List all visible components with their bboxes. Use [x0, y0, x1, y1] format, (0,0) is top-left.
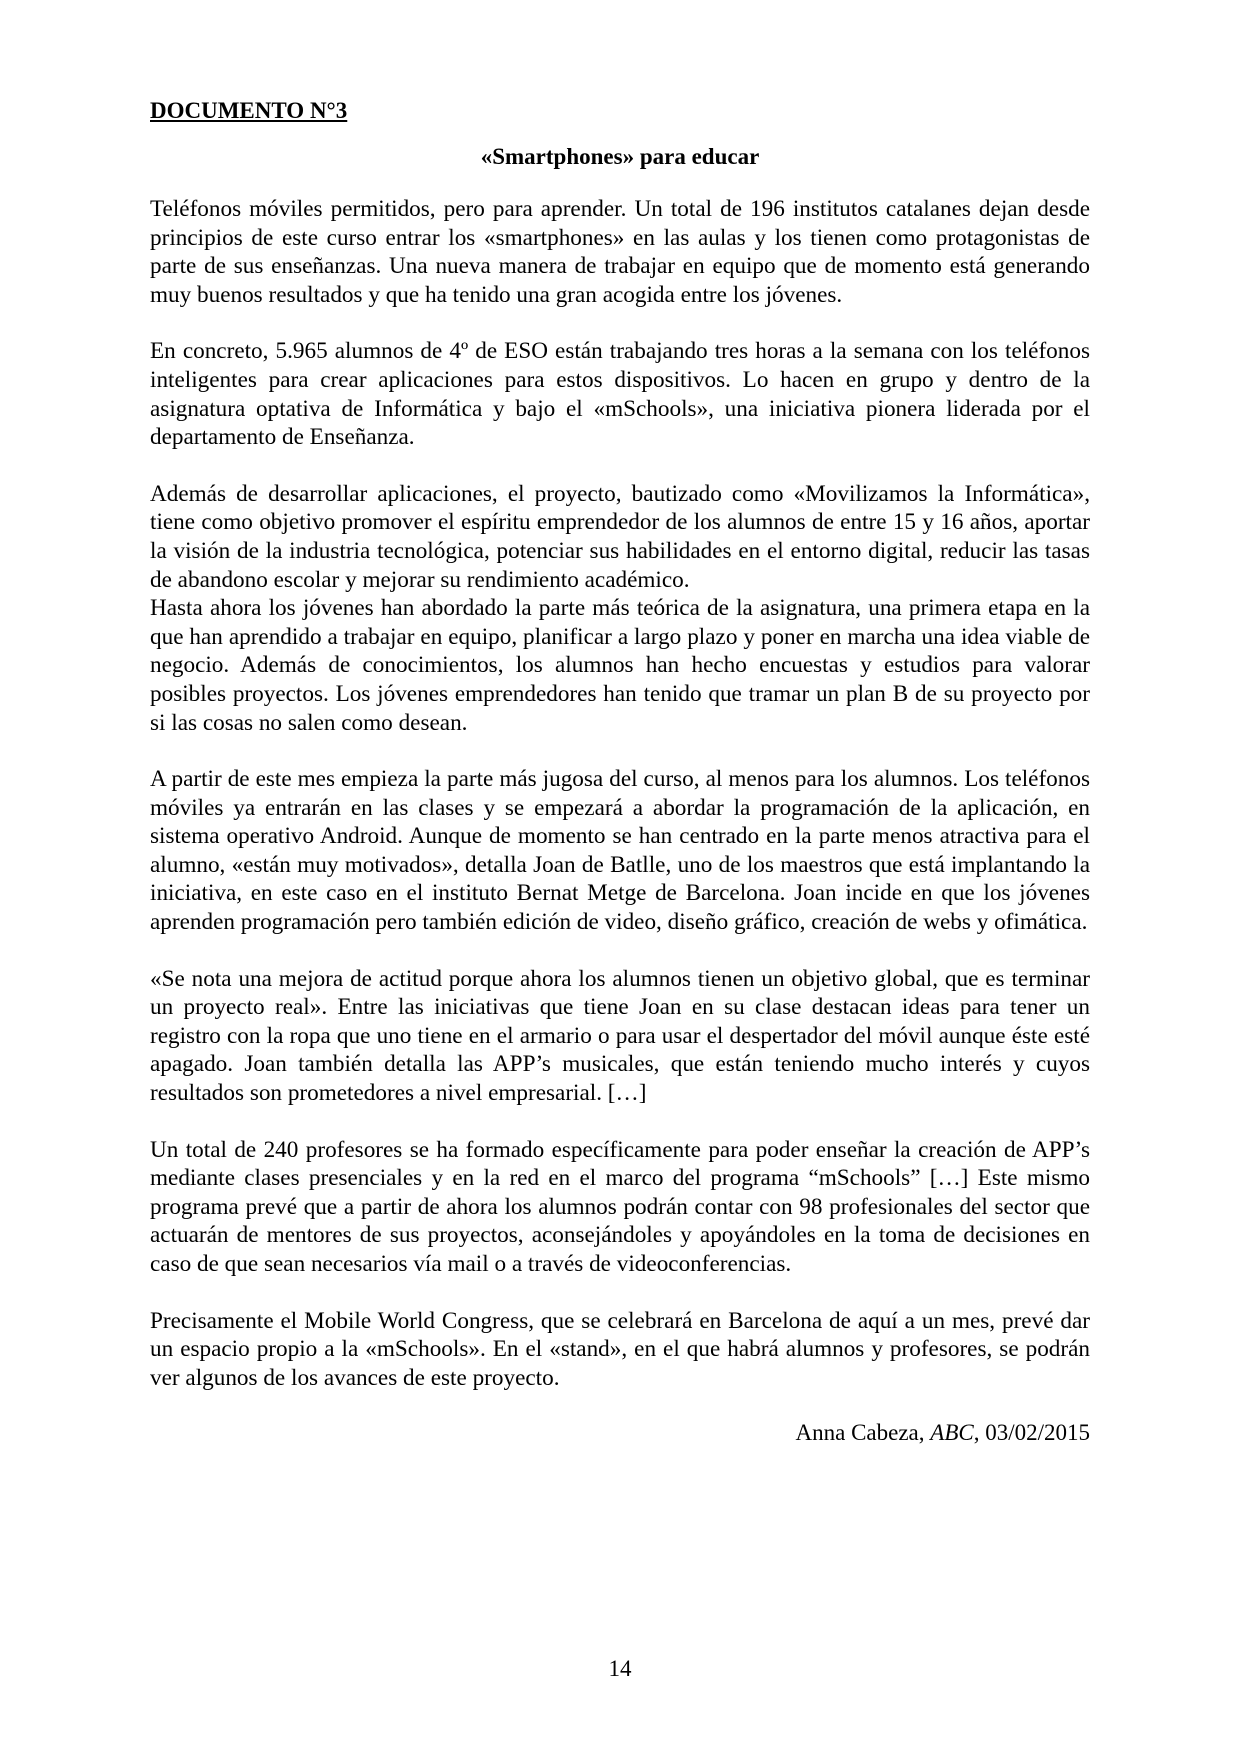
document-label: DOCUMENTO N°3 — [150, 98, 348, 123]
signature-author: Anna Cabeza, — [795, 1420, 925, 1446]
article-body — [150, 195, 1090, 1392]
signature-date: , 03/02/2015 — [973, 1420, 1090, 1446]
paragraph-8: Precisamente el Mobile World Congress, que se celebrará en Barcelona de aquí a un mes, prevé dar un espacio propio a la «mSchools». En el «stand», en el que habrá alumnos y profesores, se podrán ver algunos de los avances de este proyecto. — [150, 1307, 1090, 1391]
paragraph-4: Hasta ahora los jóvenes han abordado la parte más teórica de la asignatura, una primera etapa en la que han aprendido a trabajar en equipo, planificar a largo plazo y poner en marcha una idea viable de negocio. Además de conocimientos, los alumnos han hecho encuestas y estudios para valorar posibles proyectos. Los jóvenes emprendedores han tenido que tramar un plan B de su proyecto por si las cosas no salen como desean. — [150, 595, 1090, 736]
paragraph-7: Un total de 240 profesores se ha formado específicamente para poder enseñar la creación de APP’s mediante clases presenciales y en la red en el marco del programa “mSchools” […] Este mismo programa prevé que a partir de ahora los alumnos podrán contar con 98 profesionales del sector que actuarán de mentores de sus proyectos, aconsejándoles y apoyándoles en la toma de decisiones en caso de que sean necesarios vía mail o a través de videoconferencias. — [150, 1136, 1090, 1277]
paragraph-3: Además de desarrollar aplicaciones, el proyecto, bautizado como «Movilizamos la Informática», tiene como objetivo promover el espíritu emprendedor de los alumnos de entre 15 y 16 años, aportar la visión de la industria tecnológica, potenciar sus habilidades en el entorno digital, reducir las tasas de abandono escolar y mejorar su rendimiento académico. — [150, 480, 1090, 593]
signature-source: ABC — [930, 1420, 974, 1446]
page-number: 14 — [608, 1656, 632, 1681]
paragraph-6: «Se nota una mejora de actitud porque ahora los alumnos tienen un objetivo global, que es terminar un proyecto real». Entre las iniciativas que tiene Joan en su clase destacan ideas para tener un registro con la ropa que uno tiene en el armario o para usar el despertador del móvil aunque éste esté apagado. Joan también detalla las APP’s musicales, que están teniendo mucho interés y cuyos resultados son prometedores a nivel empresarial. […] — [150, 965, 1090, 1107]
paragraph-2: En concreto, 5.965 alumnos de 4º de ESO están trabajando tres horas a la semana con los teléfonos inteligentes para crear aplicaciones para estos dispositivos. Lo hacen en grupo y dentro de la asignatura optativa de Informática y bajo el «mSchools», una iniciativa pionera liderada por el departamento de Enseñanza. — [150, 338, 1090, 451]
article-title: «Smartphones» para educar — [480, 144, 760, 169]
paragraph-5: A partir de este mes empieza la parte más jugosa del curso, al menos para los alumnos. Los teléfonos móviles ya entrarán en las clases y se empezará a abordar la programación de la aplicación, en sistema operativo Android. Aunque de momento se han centrado en la parte menos atractiva para el alumno, «están muy motivados», detalla Joan de Batlle, uno de los maestros que está implantando la iniciativa, en este caso en el instituto Bernat Metge de Barcelona. Joan incide en que los jóvenes aprenden programación pero también edición de video, diseño gráfico, creación de webs y ofimática. — [150, 766, 1090, 936]
document-page — [150, 96, 1090, 1448]
paragraph-1: Teléfonos móviles permitidos, pero para aprender. Un total de 196 institutos catalanes dejan desde principios de este curso entrar los «smartphones» en las aulas y los tienen como protagonistas de parte de sus enseñanzas. Una nueva manera de trabajar en equipo que de momento está generando muy buenos resultados y que ha tenido una gran acogida entre los jóvenes. — [150, 196, 1090, 308]
article-signature — [150, 1418, 1090, 1448]
